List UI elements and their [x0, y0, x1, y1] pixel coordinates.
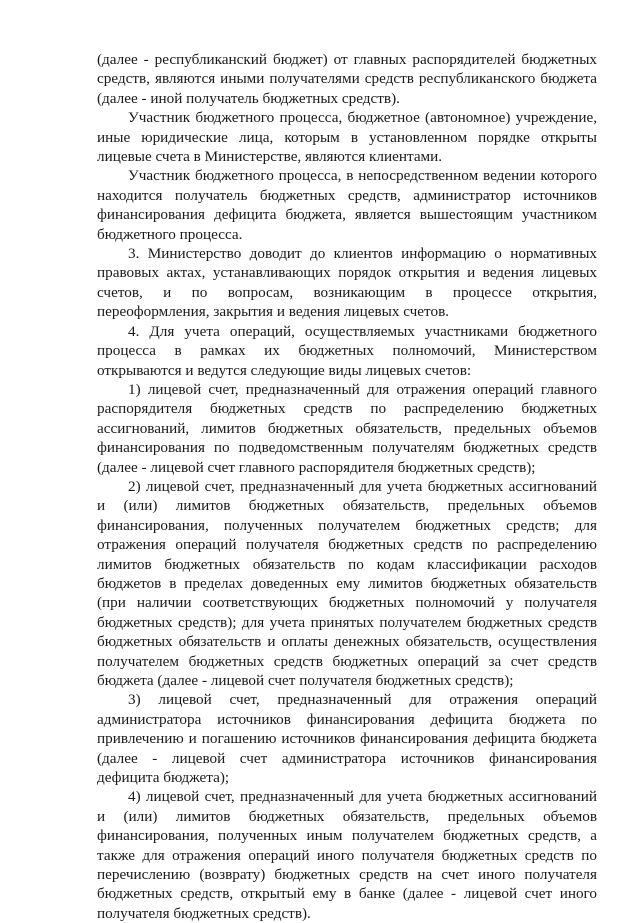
paragraph-continuation: (далее - республиканский бюджет) от главных распорядителей бюджетных средств, являются иными получателями средств республиканского бюджета (далее - иной получатель бюджетных средств). [97, 51, 597, 107]
paragraph-clients: Участник бюджетного процесса, бюджетное (автономное) учреждение, иные юридические лица, которым в установленном порядке открыты лицевые счета в Министерстве, являются клиентами. [97, 109, 597, 166]
paragraph-item-3: 3. Министерство доводит до клиентов информацию о нормативных правовых актах, устанавливающих порядок открытия и ведения лицевых счетов, и по вопросам, возникающим в процессе открытия, переоформления, закрытия и ведения лицевых счетов. [97, 245, 597, 321]
list-item-3: 3) лицевой счет, предназначенный для отражения операций администратора источников финансирования дефицита бюджета по привлечению и погашению источников финансирования дефицита бюджета (далее - лицевой счет администратора источников финансирования дефицита бюджета); [97, 691, 597, 787]
list-item-2: 2) лицевой счет, предназначенный для учета бюджетных ассигнований и (или) лимитов бюджетных обязательств, предельных объемов финансирования, полученных получателем бюджетных средств; для отражения операций получателя бюджетных средств по распределению лимитов бюджетных обязательств по кодам классификации расходов бюджетов в пределах доведенных ему лимитов бюджетных обязательств (при наличии соответствующих бюджетных полномочий у получателя бюджетных средств); для учета принятых получателем бюджетных средств бюджетных обязательств и оплаты денежных обязательств, осуществления получателем бюджетных средств бюджетных операций за счет средств бюджета (далее - лицевой счет получателя бюджетных средств); [97, 477, 597, 689]
list-item-1: 1) лицевой счет, предназначенный для отражения операций главного распорядителя бюджетных средств по распределению бюджетных ассигнований, лимитов бюджетных обязательств, предельных объемов финансирования по подведомственным получателям бюджетных средств (далее - лицевой счет главного распорядителя бюджетных средств); [97, 380, 597, 476]
list-item-4: 4) лицевой счет, предназначенный для учета бюджетных ассигнований и (или) лимитов бюджетных обязательств, предельных объемов финансирования, полученных иным получателем бюджетных средств, а также для отражения операций иного получателя бюджетных средств по перечислению (возврату) бюджетных средств на счет иного получателя бюджетных средств, открытый ему в банке (далее - лицевой счет иного получателя бюджетных средств). [97, 788, 597, 922]
paragraph-superior-participant: Участник бюджетного процесса, в непосредственном ведении которого находится получатель бюджетных средств, администратор источников финансирования дефицита бюджета, является вышестоящим участником бюджетного процесса. [97, 167, 597, 243]
document-page [97, 50, 597, 923]
paragraph-item-4: 4. Для учета операций, осуществляемых участниками бюджетного процесса в рамках их бюджетных полномочий, Министерством открываются и ведутся следующие виды лицевых счетов: [97, 322, 597, 379]
